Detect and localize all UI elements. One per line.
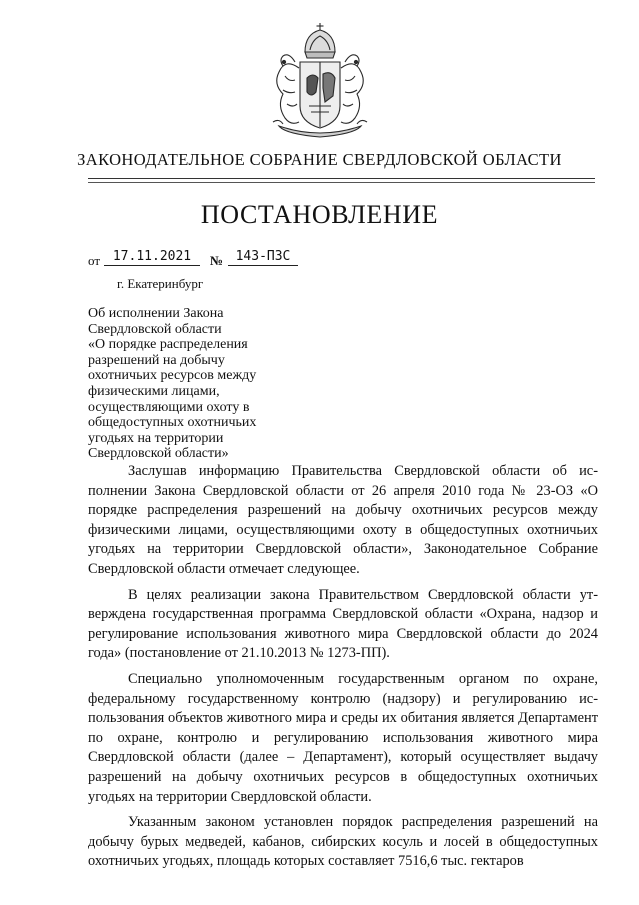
body-paragraph: В целях реализации закона Правительством Свердловской области утверждена государственная программа Свердловской области «Охрана, надзор и регулирование использования животного мира Свердловской области до 2024 года» (постановление от 21.10.2013 № 1273-ПП). [88, 586, 598, 662]
coat-of-arms-icon [265, 22, 375, 140]
subject-line: физическими лицами, [88, 383, 220, 399]
header-rule-thin [88, 182, 595, 183]
subject-line: разрешений на добычу [88, 352, 225, 368]
date-prefix: от [88, 253, 101, 268]
city: г. Екатеринбург [117, 276, 204, 291]
document-title: ПОСТАНОВЛЕНИЕ [200, 200, 439, 229]
body-paragraph: Указанным законом установлен порядок распределения разрешений на добычу бурых медведей, кабанов, сибирских косуль и лосей в общедоступных охотничьих угодьях, площадь которых составляет 7516,6 тыс. гектаров [88, 814, 598, 870]
subject-line: Об исполнении Закона [88, 306, 224, 321]
body-paragraph: Специально уполномоченным государственным органом по охране, федеральному государственному контролю (надзору) и регулированию использования объектов животного мира и среды их обитания является Департамент по охране, контролю и регулированию использования животного мира Свердловской области (далее – Департамент), который осуществляет выдачу разрешений на добычу охотничьих ресурсов в общедоступных охотничьих угодьях на территории Свердловской области. [88, 670, 598, 805]
document-date: 17.11.2021 [104, 249, 200, 266]
subject-line: охотничьих ресурсов между [88, 368, 257, 384]
document-subject [88, 306, 328, 462]
subject-line: общедоступных охотничьих [88, 415, 257, 431]
organization-name: ЗАКОНОДАТЕЛЬНОЕ СОБРАНИЕ СВЕРДЛОВСКОЙ ОБЛАСТИ [77, 150, 562, 169]
subject-line: осуществляющими охоту в [88, 399, 250, 415]
subject-line: Свердловской области» [88, 446, 229, 462]
number-sign: № [210, 253, 224, 268]
body-paragraph: Заслушав информацию Правительства Свердловской области об исполнении Закона Свердловской области от 26 апреля 2010 года № 23-ОЗ «О порядке распределения разрешений на добычу охотничьих ресурсов между физическими лицами, осуществляющими охоту в общедоступных охотничьих угодьях на территории Свердловской области», Законодательное Собрание Свердловской области отмечает следующее. [88, 463, 598, 577]
document-meta [88, 249, 348, 269]
subject-line: Свердловской области [88, 321, 222, 337]
subject-line: угодьях на территории [88, 430, 224, 446]
document-body [88, 462, 598, 872]
subject-line: «О порядке распределения [88, 337, 248, 353]
document-number: 143-ПЗС [228, 249, 298, 266]
header-rule-thick [88, 178, 595, 179]
